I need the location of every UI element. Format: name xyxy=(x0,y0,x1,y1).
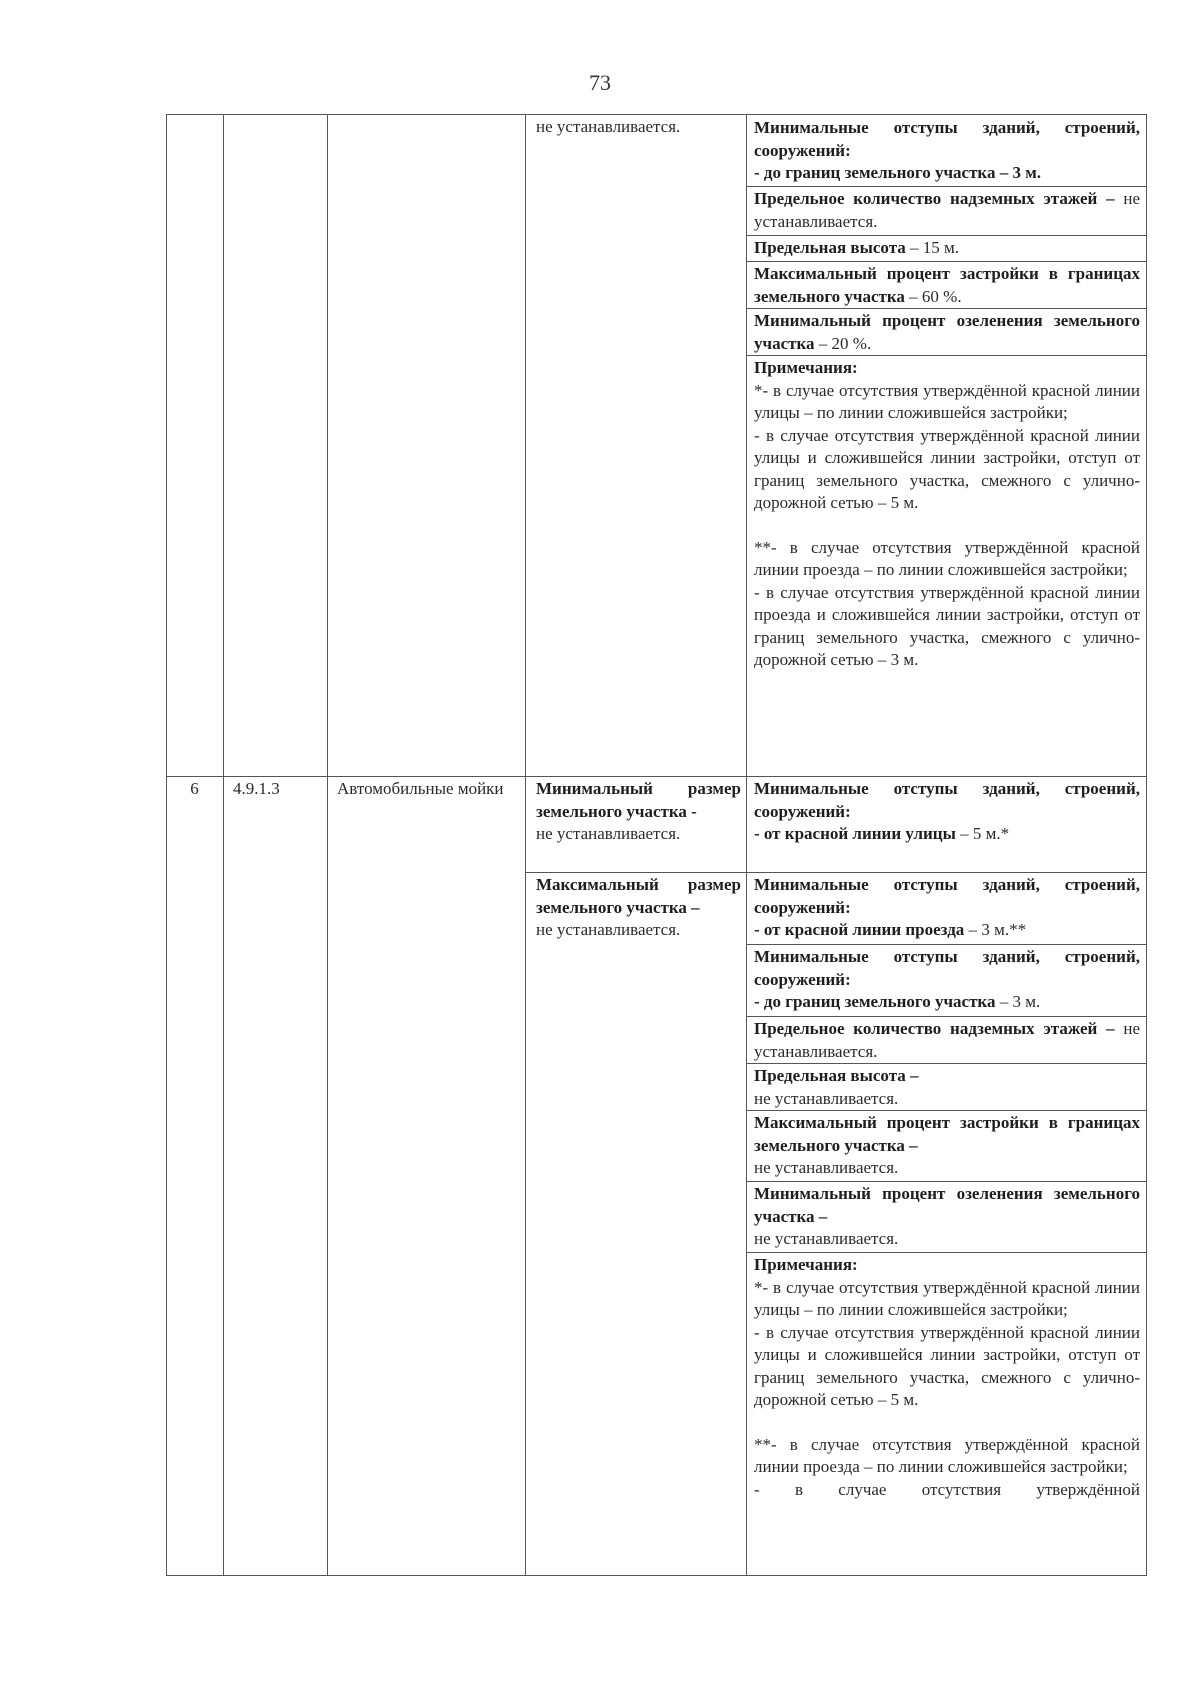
row-divider xyxy=(746,308,1147,309)
note-item: - в случае отсутствия утверждённой красной линии проезда и сложившейся линии застройки, отступ от границ земельного участка, смежного с улично-дорожной сетью – 3 м. xyxy=(754,582,1140,669)
param-value: – 20 %. xyxy=(814,333,872,353)
param-label: Минимальный процент озеленения земельного участка xyxy=(754,311,1140,353)
note-item: - в случае отсутствия утверждённой красной линии улицы и сложившейся линии застройки, отступ от границ земельного участка, смежного с улично-дорожной сетью – 5 м. xyxy=(754,1322,1140,1409)
param-cell-coverage xyxy=(754,1112,1140,1180)
param-label: Минимальные отступы зданий, строений, сооружений: xyxy=(754,118,1140,160)
note-item: *- в случае отсутствия утверждённой красной линии улицы – по линии сложившейся застройки; xyxy=(754,1277,1140,1319)
param-cell-setback-street xyxy=(754,778,1140,846)
notes-heading: Примечания: xyxy=(754,1255,858,1274)
row-divider xyxy=(746,186,1147,187)
table-border-right xyxy=(1146,114,1147,1576)
param-value: не устанавливается. xyxy=(754,1088,899,1108)
row-divider xyxy=(746,261,1147,262)
notes-heading: Примечания: xyxy=(754,358,858,377)
param-label: Предельное количество надземных этажей – xyxy=(754,1019,1115,1038)
param-value: не устанавливается. xyxy=(754,189,1140,231)
column-divider xyxy=(525,114,526,1576)
param-value: не устанавливается. xyxy=(754,1158,899,1177)
param-line: - от красной линии улицы xyxy=(754,824,956,843)
param-cell-setback-boundary xyxy=(754,946,1140,1014)
min-size-value: не устанавливается. xyxy=(536,824,681,843)
row-divider xyxy=(746,1016,1147,1017)
column-divider xyxy=(746,114,747,1576)
param-value: – 5 м.* xyxy=(955,824,1010,843)
param-cell-coverage xyxy=(754,263,1140,308)
row-divider xyxy=(166,776,1147,777)
row-code: 4.9.1.3 xyxy=(233,779,280,798)
note-item: *- в случае отсутствия утверждённой красной линии улицы – по линии сложившейся застройки; xyxy=(754,380,1140,422)
param-value: не устанавливается. xyxy=(754,1019,1140,1061)
row-name: Автомобильные мойки xyxy=(337,779,504,798)
param-label: Максимальный процент застройки в границах земельного участка xyxy=(754,264,1140,306)
param-cell-setback-passage xyxy=(754,874,1140,942)
table-border-left xyxy=(166,114,167,1576)
param-cell-setbacks xyxy=(754,117,1140,185)
table-border-bottom xyxy=(166,1575,1147,1576)
note-item: - в случае отсутствия утверждённой xyxy=(754,1479,1140,1499)
param-label: Минимальные отступы зданий, строений, сооружений: xyxy=(754,779,1140,821)
param-value: – 15 м. xyxy=(905,238,960,257)
param-cell-floors xyxy=(754,188,1140,233)
param-label: Предельное количество надземных этажей – xyxy=(754,189,1115,208)
param-line: - до границ земельного участка – 3 м. xyxy=(754,163,1042,182)
row-divider xyxy=(525,872,1147,873)
note-item: **- в случае отсутствия утверждённой красной линии проезда – по линии сложившейся застройки; xyxy=(754,537,1140,579)
min-size-label: Минимальный размер земельного участка - xyxy=(536,779,741,821)
row-divider xyxy=(746,1181,1147,1182)
row-divider xyxy=(746,944,1147,945)
max-size-cell xyxy=(536,874,741,942)
param-label: Минимальный процент озеленения земельного участка – xyxy=(754,1184,1140,1226)
notes-cell xyxy=(754,1254,1140,1501)
param-cell-height xyxy=(754,1065,1140,1110)
param-value: не устанавливается. xyxy=(754,1229,899,1248)
zoning-table xyxy=(166,114,1147,1576)
size-value: не устанавливается. xyxy=(536,117,681,136)
param-cell-height xyxy=(754,237,1140,260)
page-number: 73 xyxy=(589,70,611,95)
row-divider xyxy=(746,1252,1147,1253)
column-divider xyxy=(327,114,328,1576)
param-value: – 3 м.** xyxy=(964,920,1027,939)
param-label: Минимальные отступы зданий, строений, сооружений: xyxy=(754,875,1140,917)
param-cell-greenery xyxy=(754,310,1140,355)
column-divider xyxy=(223,114,224,1576)
param-cell-floors xyxy=(754,1018,1140,1063)
max-size-label: Максимальный размер земельного участка – xyxy=(536,875,741,917)
continuation-size-cell xyxy=(536,116,741,139)
table-border-top xyxy=(166,114,1147,115)
param-value: – 3 м. xyxy=(995,992,1041,1011)
param-line: - до границ земельного участка xyxy=(754,992,996,1011)
param-line: - от красной линии проезда xyxy=(754,920,965,939)
param-label: Предельная высота xyxy=(754,238,906,257)
row-divider xyxy=(746,1063,1147,1064)
max-size-value: не устанавливается. xyxy=(536,920,681,939)
param-value: – 60 %. xyxy=(904,286,962,306)
notes-cell xyxy=(754,357,1140,672)
note-item: **- в случае отсутствия утверждённой красной линии проезда – по линии сложившейся застройки; xyxy=(754,1434,1140,1476)
note-item: - в случае отсутствия утверждённой красной линии улицы и сложившейся линии застройки, отступ от границ земельного участка, смежного с улично-дорожной сетью – 5 м. xyxy=(754,425,1140,512)
row-divider xyxy=(746,235,1147,236)
param-label: Максимальный процент застройки в границах земельного участка – xyxy=(754,1113,1140,1155)
row-divider xyxy=(746,1110,1147,1111)
param-cell-greenery xyxy=(754,1183,1140,1251)
min-size-cell xyxy=(536,778,741,846)
param-label: Минимальные отступы зданий, строений, сооружений: xyxy=(754,947,1140,989)
param-label: Предельная высота – xyxy=(754,1066,919,1085)
row-number: 6 xyxy=(190,779,199,798)
row-divider xyxy=(746,355,1147,356)
